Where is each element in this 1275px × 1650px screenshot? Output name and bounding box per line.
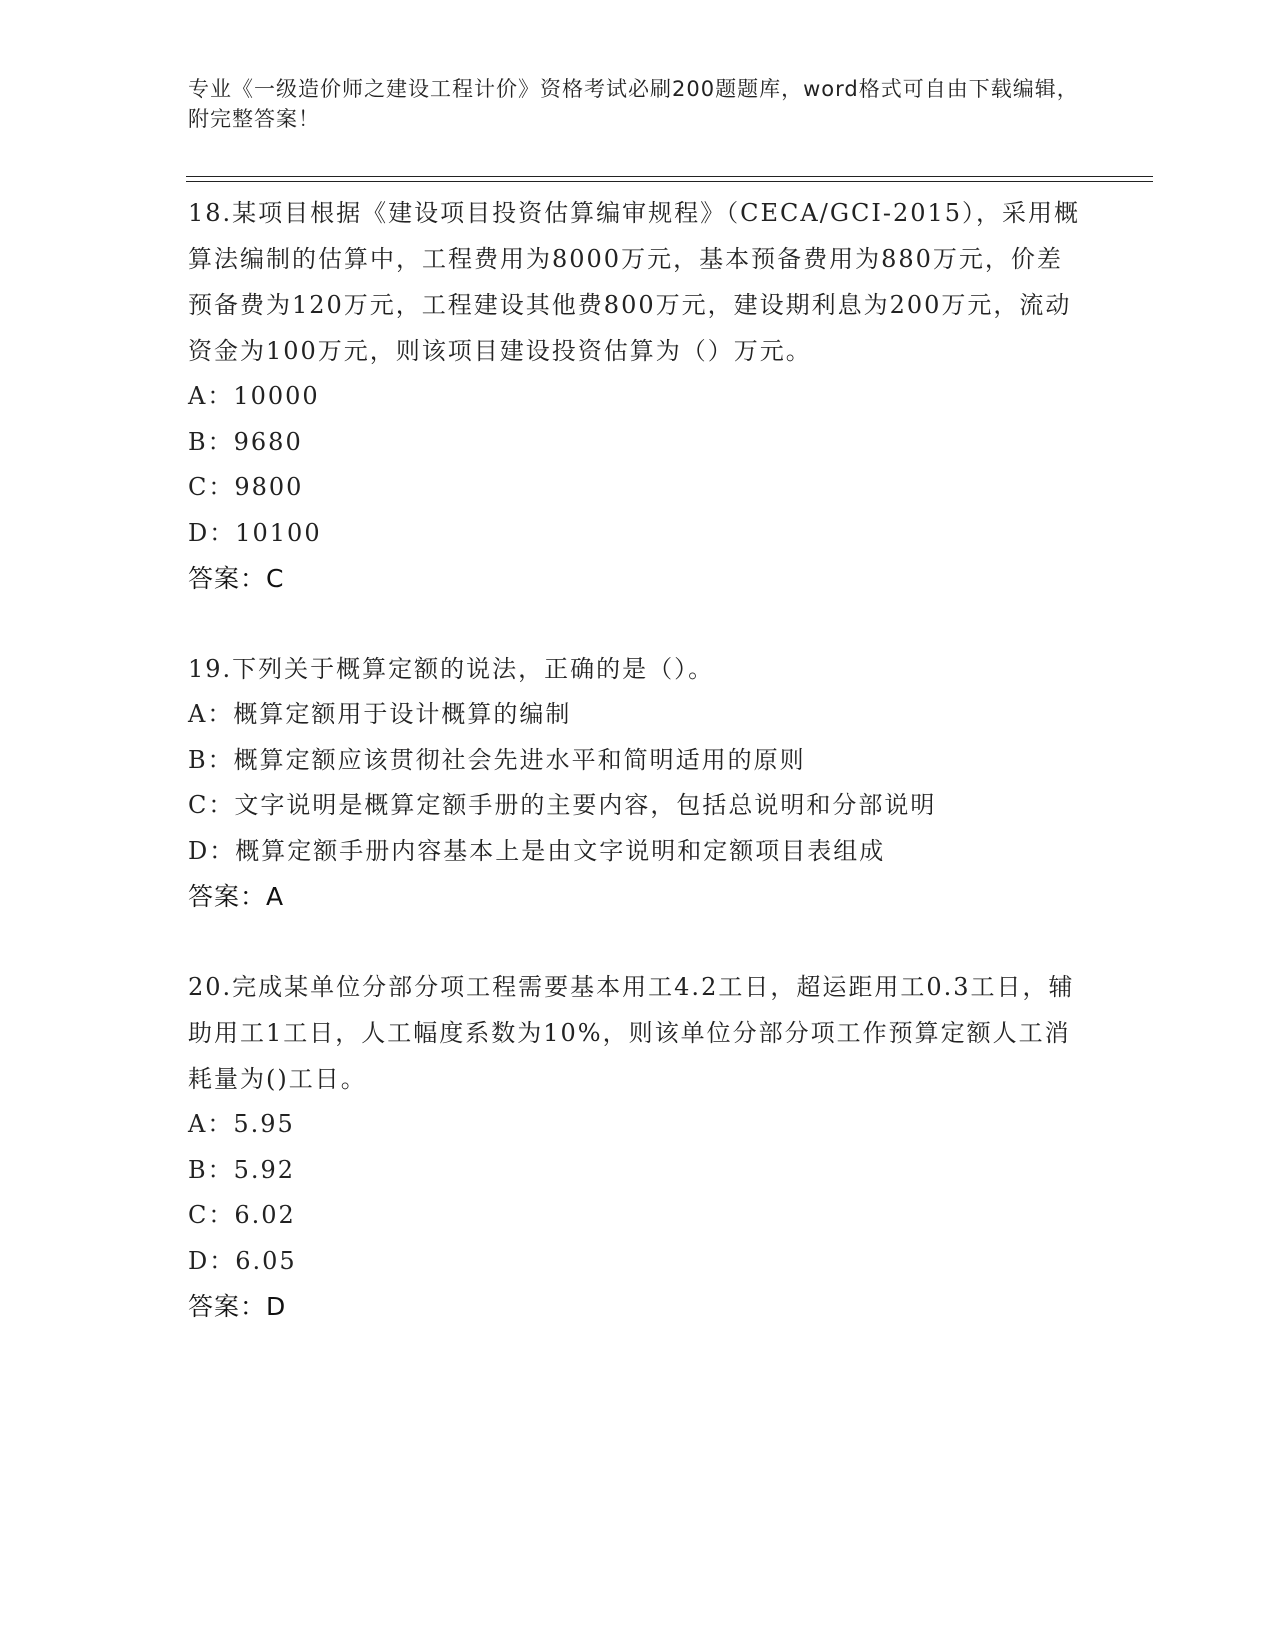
- option-d: D：10100: [188, 518, 322, 547]
- option-a: A：概算定额用于设计概算的编制: [188, 700, 572, 728]
- option-d: D：6.05: [188, 1246, 297, 1275]
- option-a: A：10000: [188, 382, 320, 410]
- answer-label: 答案：C: [188, 564, 285, 593]
- answer-label: 答案：D: [188, 1292, 287, 1321]
- option-a: A：5.95: [188, 1110, 295, 1138]
- option-c: C：文字说明是概算定额手册的主要内容，包括总说明和分部说明: [188, 791, 937, 819]
- answer-label: 答案：A: [188, 882, 285, 911]
- question-stem: 18.某项目根据《建设项目投资估算编审规程》（CECA/GCI-2015），采用概算法编制的估算中，工程费用为8000万元，基本预备费用为880万元，价差预备费为120万元，工程建设其他费800万元，建设期利息为200万元，流动资金为100万元，则该项目建设投资估算为（）万元。: [188, 199, 1081, 365]
- question-19: [188, 646, 1088, 920]
- option-d: D：概算定额手册内容基本上是由文字说明和定额项目表组成: [188, 836, 886, 865]
- header-rule-bottom: [186, 181, 1153, 182]
- option-b: B：5.92: [188, 1155, 296, 1184]
- option-b: B：9680: [188, 427, 303, 456]
- question-stem: 20.完成某单位分部分项工程需要基本用工4.2工日，超运距用工0.3工日，辅助用工1工日，人工幅度系数为10%，则该单位分部分项工作预算定额人工消耗量为()工日。: [188, 973, 1075, 1093]
- option-b: B：概算定额应该贯彻社会先进水平和简明适用的原则: [188, 745, 806, 774]
- question-stem: 19.下列关于概算定额的说法，正确的是（）。: [188, 655, 715, 683]
- question-18: [188, 190, 1088, 602]
- option-c: C：9800: [188, 473, 304, 501]
- question-20: [188, 964, 1088, 1330]
- option-c: C：6.02: [188, 1201, 296, 1229]
- question-list: [188, 190, 1088, 1374]
- document-header: 专业《一级造价师之建设工程计价》资格考试必刷200题题库，word格式可自由下载编辑，附完整答案！: [188, 77, 1079, 131]
- header-rule-top: [186, 176, 1153, 177]
